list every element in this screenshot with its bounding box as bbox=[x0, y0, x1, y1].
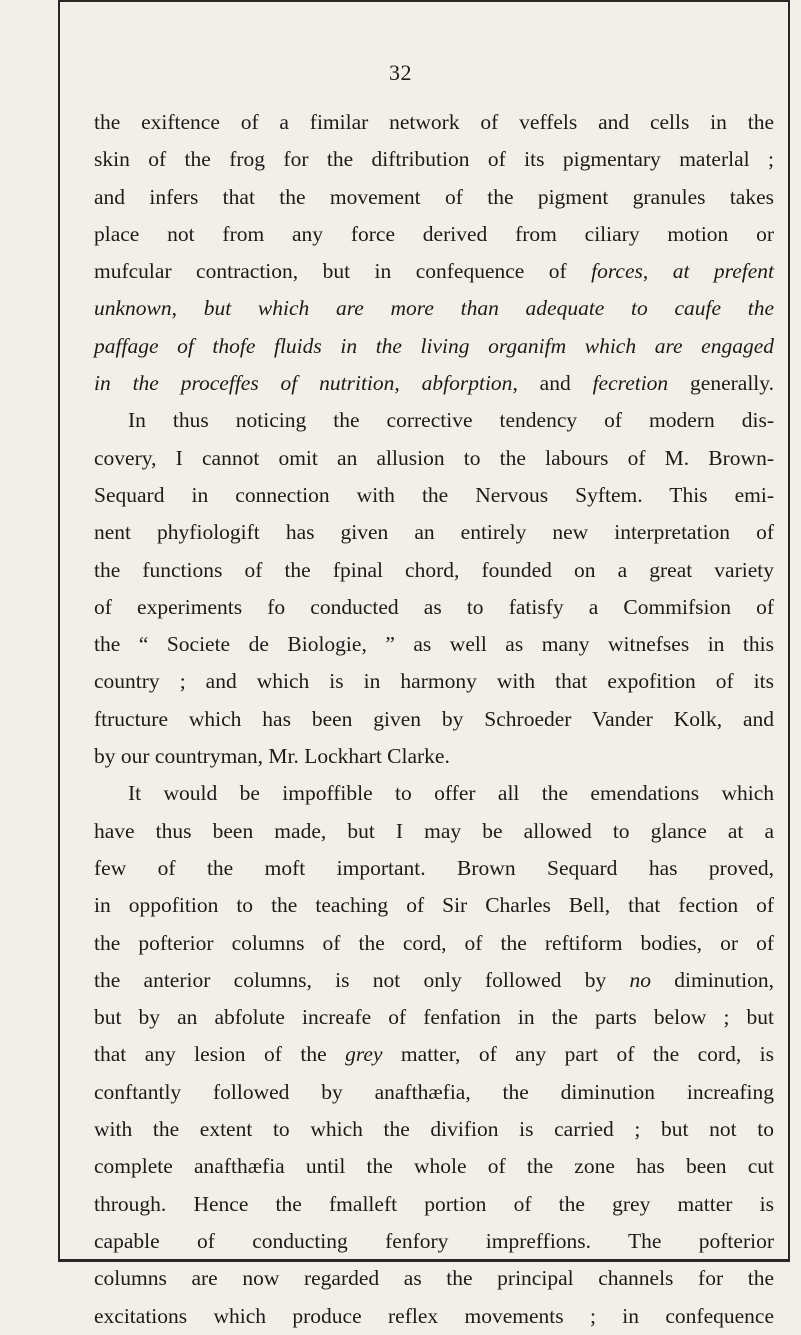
text-segment: In thus noticing the corrective tendency of modern dis- bbox=[128, 408, 774, 433]
text-segment: diminution, bbox=[650, 967, 774, 992]
text-line bbox=[94, 552, 774, 589]
text-segment: , bbox=[171, 296, 204, 321]
text-segment: excitations which produce reflex movements ; in confequence bbox=[94, 1303, 774, 1328]
text-segment: the pofterior columns of the cord, of the reftiform bodies, or of bbox=[94, 930, 774, 955]
text-line bbox=[94, 1186, 774, 1223]
text-segment: of experiments fo conducted as to fatisfy a Commifsion of bbox=[94, 594, 774, 619]
text-segment: matter, of any part of the cord, is bbox=[382, 1042, 774, 1067]
text-segment: nent phyfiologift has given an entirely new interpretation of bbox=[94, 520, 774, 545]
text-line bbox=[94, 1111, 774, 1148]
text-segment: few of the moft important. Brown Sequard has proved, bbox=[94, 855, 774, 880]
text-line bbox=[94, 1223, 774, 1260]
text-segment: that any lesion of the bbox=[94, 1042, 346, 1067]
text-line bbox=[94, 626, 774, 663]
text-segment: mufcular contraction, but in confequence of bbox=[94, 259, 592, 284]
text-line bbox=[94, 141, 774, 178]
text-segment: by our countryman, Mr. Lockhart Clarke. bbox=[94, 744, 450, 769]
text-segment: , bbox=[642, 259, 673, 284]
text-line bbox=[94, 887, 774, 924]
text-segment: covery, I cannot omit an allusion to the labours of M. Brown- bbox=[94, 445, 774, 470]
text-segment: the exiftence of a fimilar network of veffels and cells in the bbox=[94, 110, 774, 134]
text-segment: through. Hence the fmalleft portion of the grey matter is bbox=[94, 1191, 774, 1216]
italic-text: no bbox=[629, 967, 651, 992]
text-segment: with the extent to which the divifion is carried ; but not to bbox=[94, 1117, 774, 1142]
text-segment: ftructure which has been given by Schroeder Vander Kolk, and bbox=[94, 706, 774, 731]
italic-text: fecretion bbox=[592, 371, 669, 396]
text-line bbox=[94, 775, 774, 812]
text-line bbox=[94, 738, 774, 775]
italic-text: unknown bbox=[94, 296, 172, 321]
text-line bbox=[94, 813, 774, 850]
text-line bbox=[94, 402, 774, 439]
text-line bbox=[94, 663, 774, 700]
text-segment: capable of conducting fenfory impreffions. The pofterior bbox=[94, 1228, 774, 1253]
italic-text: at prefent bbox=[672, 259, 774, 284]
text-line bbox=[94, 216, 774, 253]
text-segment: generally. bbox=[668, 371, 775, 396]
text-line bbox=[94, 477, 774, 514]
text-line bbox=[94, 328, 774, 365]
italic-text: grey bbox=[345, 1042, 383, 1067]
italic-text: paffage of thofe fluids in the living organifm which are engaged bbox=[94, 333, 774, 358]
text-segment: skin of the frog for the diftribution of its pigmentary materlal ; bbox=[94, 147, 774, 172]
text-segment: , and bbox=[512, 371, 593, 396]
text-line bbox=[94, 1148, 774, 1185]
text-line bbox=[94, 1298, 774, 1335]
text-segment: the anterior columns, is not only followed by bbox=[94, 967, 630, 992]
text-line bbox=[94, 179, 774, 216]
text-segment: conftantly followed by anafthæfia, the diminution increafing bbox=[94, 1079, 774, 1104]
text-segment: columns are now regarded as the principal channels for the bbox=[94, 1266, 774, 1291]
italic-text: abforption bbox=[421, 371, 513, 396]
body-text bbox=[94, 104, 774, 1335]
text-segment: , bbox=[394, 371, 422, 396]
page-number: 32 bbox=[389, 60, 412, 85]
text-line bbox=[94, 1074, 774, 1111]
text-segment: Sequard in connection with the Nervous Syftem. This emi- bbox=[94, 482, 774, 507]
text-segment: but by an abfolute increafe of fenfation in the parts below ; but bbox=[94, 1005, 774, 1030]
text-segment: and infers that the movement of the pigment granules takes bbox=[94, 184, 774, 209]
text-line bbox=[94, 999, 774, 1036]
text-line bbox=[94, 104, 774, 141]
text-segment: It would be impoffible to offer all the emendations which bbox=[128, 781, 774, 806]
text-line bbox=[94, 1260, 774, 1297]
italic-text: but which are more than adequate to caufe the bbox=[203, 296, 774, 321]
text-segment: in oppofition to the teaching of Sir Charles Bell, that fection of bbox=[94, 893, 774, 918]
text-line bbox=[94, 365, 774, 402]
text-segment: country ; and which is in harmony with that expofition of its bbox=[94, 669, 774, 694]
text-segment: the functions of the fpinal chord, founded on a great variety bbox=[94, 557, 774, 582]
text-line bbox=[94, 1036, 774, 1073]
text-line bbox=[94, 440, 774, 477]
text-segment: have thus been made, but I may be allowed to glance at a bbox=[94, 818, 774, 843]
text-line bbox=[94, 514, 774, 551]
text-line bbox=[94, 962, 774, 999]
italic-text: in the proceffes of nutrition bbox=[94, 371, 395, 396]
italic-text: forces bbox=[591, 259, 643, 284]
text-segment: complete anafthæfia until the whole of the zone has been cut bbox=[94, 1154, 774, 1179]
text-line bbox=[94, 589, 774, 626]
text-line bbox=[94, 701, 774, 738]
text-line bbox=[94, 290, 774, 327]
text-line bbox=[94, 253, 774, 290]
text-segment: place not from any force derived from ciliary motion or bbox=[94, 221, 774, 246]
text-line bbox=[94, 850, 774, 887]
text-line bbox=[94, 925, 774, 962]
text-segment: the “ Societe de Biologie, ” as well as many witnefses in this bbox=[94, 632, 774, 657]
